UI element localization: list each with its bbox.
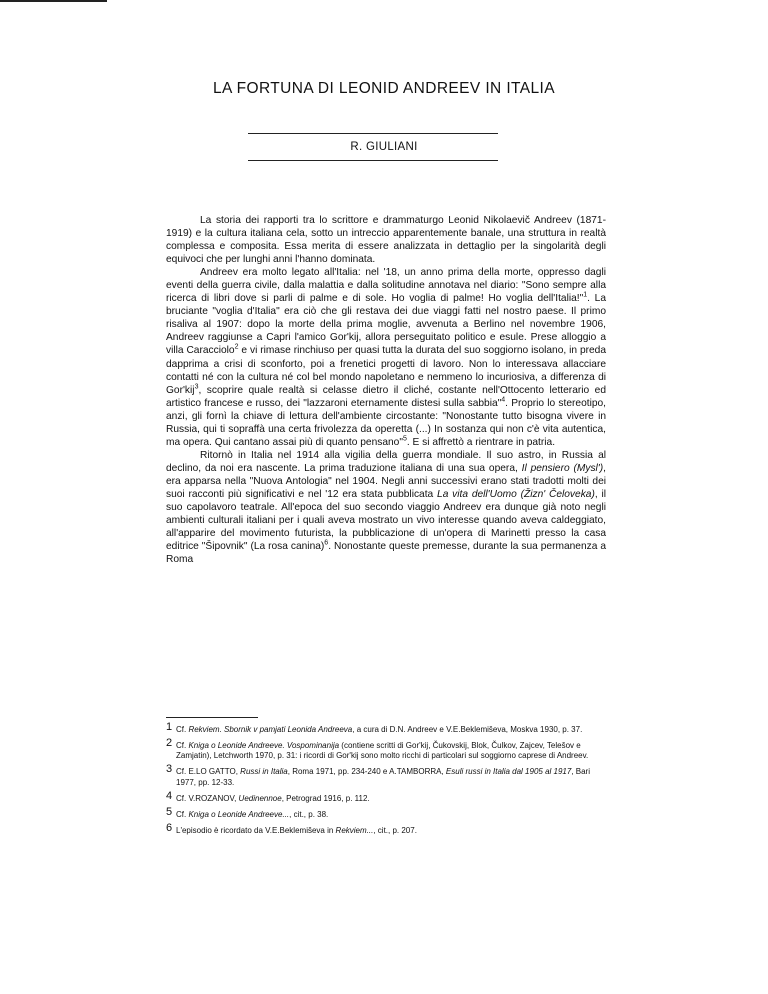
text-run: Ritornò in Italia nel 1914 alla vigilia della guerra mondiale. Il suo astro, in Russia al declino, da noi era nascente. La prima traduzione italiana di una sua opera, <box>166 449 606 474</box>
footnote-number: 2 <box>166 737 173 750</box>
italic-title: Rekviem. Sbornik v pamjati Leonida Andreeva <box>188 725 353 734</box>
italic-title: Kniga o Leonide Andreeve... <box>188 809 290 819</box>
paragraph <box>166 266 606 449</box>
footnote <box>166 789 606 804</box>
text-run: L'episodio è ricordato da V.E.Beklemiševa in <box>176 826 336 836</box>
footnote-reference: 4 <box>501 396 506 404</box>
footnote-reference: 5 <box>402 435 407 443</box>
footnote <box>166 805 606 820</box>
footnote-reference: 2 <box>234 344 239 352</box>
text-run: . Nonostante queste premesse, durante la sua permanenza a Roma <box>166 541 607 566</box>
italic-title: Kniga o Leonide Andreeve. Vospominanija <box>188 741 340 751</box>
author-rule-top <box>248 133 498 134</box>
italic-title: Uedinennoe <box>238 793 282 803</box>
article-title: LA FORTUNA DI LEONID ANDREEV IN ITALIA <box>213 80 555 97</box>
footnote-number: 1 <box>166 721 173 733</box>
footnote <box>166 721 606 735</box>
italic-title: Russi in Italia <box>240 767 288 777</box>
italic-title: Rekviem... <box>335 826 374 836</box>
footnote <box>166 737 606 762</box>
text-run: Cf. E.LO GATTO, <box>176 767 241 777</box>
paragraph <box>166 449 606 566</box>
footnote-number: 3 <box>166 763 173 776</box>
text-run: Cf. <box>176 809 189 819</box>
author-name: R. GIULIANI <box>350 141 418 153</box>
footnote-separator <box>166 717 258 718</box>
footnotes <box>166 721 606 842</box>
top-edge-rule <box>0 0 107 2</box>
italic-title: Il pensiero (Mysl') <box>521 462 604 474</box>
text-run: Andreev era molto legato all'Italia: nel '18, un anno prima della morte, oppresso dagli eventi della guerra civile, dalla malattia e dalla solitudine annotava nel diario: "Sono sempre alla ricerca di libri dove si parli di palme e di sole. Ho voglia di palme! Ho voglia dell'Italia!" <box>166 267 606 305</box>
author-rule-bottom <box>248 160 498 161</box>
text-run: , scoprire quale realtà si celasse dietro il cliché, costante nell'Ottocento letterario ed artistico francese e russo, dei "lazzaroni eternamente distesi sulla sabbia" <box>166 384 606 409</box>
article-body <box>166 214 606 566</box>
footnote-number: 6 <box>166 822 173 835</box>
text-run: . E si affrettò a rientrare in patria. <box>406 436 556 448</box>
text-run: , Petrograd 1916, p. 112. <box>281 793 370 803</box>
text-run: , era apparsa nella "Nuova Antologia" nel 1904. Negli anni successivi erano stati tradotti molti dei suoi racconti più significativi e nel '12 era stata pubblicata <box>166 462 606 500</box>
footnote-number: 4 <box>166 789 173 802</box>
footnote-number: 5 <box>166 805 173 818</box>
text-run: Cf. <box>176 725 189 734</box>
paragraph <box>166 214 606 266</box>
text-run: La storia dei rapporti tra lo scrittore e drammaturgo Leonid Nikolaevič Andreev (1871-1919) e la cultura italiana cela, sotto un intreccio apparentemente banale, una struttura in realtà complessa e composita. Essa merita di essere analizzata in dettaglio per la singolarità degli equivoci che per lunghi anni l'hanno dominata. <box>166 215 606 266</box>
italic-title: Esuli russi in Italia dal 1905 al 1917 <box>445 767 572 777</box>
text-run: Cf. <box>176 741 189 751</box>
text-run: e vi rimase rinchiuso per quasi tutta la durata del suo soggiorno isolano, in preda dapprima a crisi di sconforto, poi a frenetici progetti di lavoro. Non lo interessava allacciare contatti né con la cultura né col bel mondo napoletano e nemmeno lo incuriosiva, a differenza di Gor'kij <box>166 345 606 396</box>
footnote-reference: 1 <box>583 291 588 299</box>
footnote-reference: 3 <box>194 383 199 391</box>
text-run: , a cura di D.N. Andreev e V.E.Beklemiševa, Moskva 1930, p. 37. <box>352 725 583 734</box>
text-run: (contiene scritti di Gor'kij, Čukovskij, Blok, Čulkov, Zajcev, Telešov e Zamjatin), Letchworth 1970, p. 31: i ricordi di Gor'kij sono molto ricchi di particolari sul soggiorno caprese di Andreev. <box>176 741 589 761</box>
footnote <box>166 822 606 836</box>
text-run: , il suo capolavoro teatrale. All'epoca del suo secondo viaggio Andreev era dunque già noto negli ambienti culturali italiani per i quali aveva mostrato un vivo interesse quando aveva caldeggiato, all'apparire del movimento futurista, la pubblicazione di un'opera di Marinetti presso la casa editrice "Šipovnik" (La rosa canina) <box>166 488 607 553</box>
text-run: , cit., p. 207. <box>373 826 417 836</box>
footnote <box>166 763 606 788</box>
italic-title: La vita dell'Uomo (Žizn' Čeloveka) <box>437 488 595 500</box>
text-run: , cit., p. 38. <box>289 809 329 819</box>
text-run: , Roma 1971, pp. 234-240 e A.TAMBORRA, <box>287 767 446 777</box>
text-run: . La bruciante "voglia d'Italia" era ciò che gli restava dei due viaggi fatti nel nostro paese. Il primo risaliva al 1907: dopo la morte della prima moglie, avvenuta a Berlino nel novembre 1906, Andreev raggiunse a Capri l'amico Gor'kij, allora perseguitato politico e esule. Prese alloggio a villa Caracciolo <box>166 293 606 357</box>
text-run: . Proprio lo stereotipo, anzi, gli fornì la chiave di lettura dell'ambiente circostante: "Nonostante tutto bisogna vivere in Russia, qui ti sopraffà una certa frivolezza da operetta (...) In sostanza qui non c'è vita autentica, ma opera. Qui cantano assai più di quanto pensano" <box>166 397 606 448</box>
footnote-reference: 6 <box>324 539 329 547</box>
text-run: Cf. V.ROZANOV, <box>176 793 239 803</box>
text-run: , Bari 1977, pp. 12-33. <box>176 767 590 787</box>
